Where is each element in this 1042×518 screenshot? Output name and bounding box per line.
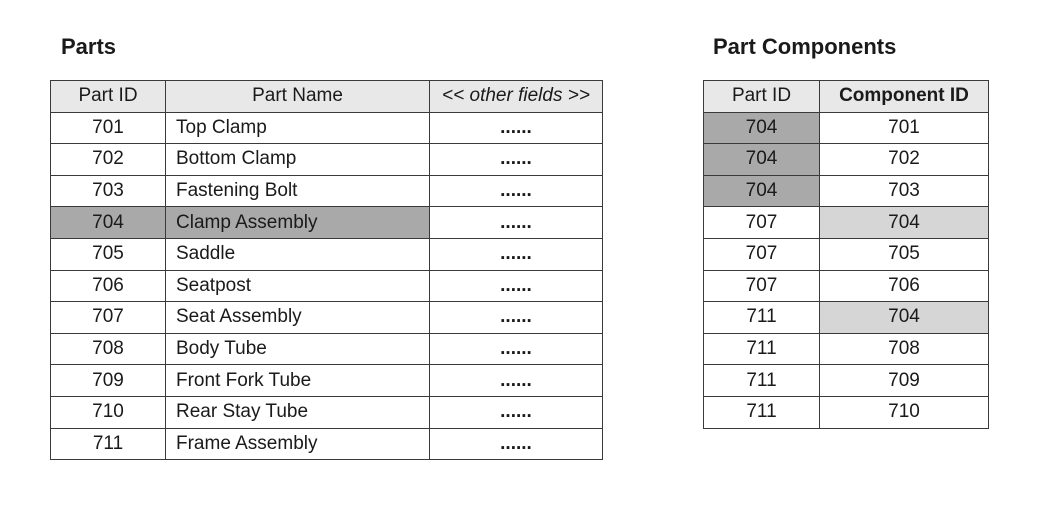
- part-id-cell: 711: [51, 428, 166, 460]
- part-name-cell: Body Tube: [166, 333, 430, 365]
- components-row: [704, 365, 989, 397]
- component-part-id-cell: 707: [704, 207, 820, 239]
- parts-row: [51, 365, 603, 397]
- part-id-cell: 707: [51, 302, 166, 334]
- parts-header-row: [51, 81, 603, 113]
- components-row: [704, 270, 989, 302]
- component-id-cell: 709: [820, 365, 989, 397]
- component-id-cell: 706: [820, 270, 989, 302]
- part-id-cell: 708: [51, 333, 166, 365]
- components-header-part-id: Part ID: [704, 81, 820, 113]
- components-table-body: [704, 112, 989, 428]
- component-part-id-cell: 711: [704, 365, 820, 397]
- part-id-cell: 710: [51, 396, 166, 428]
- component-id-cell: 704: [820, 302, 989, 334]
- parts-row: [51, 238, 603, 270]
- components-row: [704, 112, 989, 144]
- components-row: [704, 333, 989, 365]
- components-row: [704, 207, 989, 239]
- part-name-cell: Bottom Clamp: [166, 144, 430, 176]
- components-header-component-id: Component ID: [820, 81, 989, 113]
- component-part-id-cell: 707: [704, 270, 820, 302]
- parts-row: [51, 112, 603, 144]
- other-fields-cell: ......: [430, 365, 603, 397]
- part-components-table: [703, 80, 989, 429]
- part-id-cell: 706: [51, 270, 166, 302]
- component-part-id-cell: 704: [704, 175, 820, 207]
- part-name-cell: Fastening Bolt: [166, 175, 430, 207]
- part-id-cell: 703: [51, 175, 166, 207]
- component-id-cell: 708: [820, 333, 989, 365]
- parts-row: [51, 144, 603, 176]
- component-id-cell: 705: [820, 238, 989, 270]
- part-name-cell: Frame Assembly: [166, 428, 430, 460]
- part-name-cell: Front Fork Tube: [166, 365, 430, 397]
- part-id-cell: 702: [51, 144, 166, 176]
- parts-header-part-name: Part Name: [166, 81, 430, 113]
- component-part-id-cell: 711: [704, 333, 820, 365]
- parts-row: [51, 396, 603, 428]
- part-name-cell: Rear Stay Tube: [166, 396, 430, 428]
- component-part-id-cell: 707: [704, 238, 820, 270]
- other-fields-cell: ......: [430, 428, 603, 460]
- part-name-cell: Top Clamp: [166, 112, 430, 144]
- part-name-cell: Clamp Assembly: [166, 207, 430, 239]
- parts-row: [51, 207, 603, 239]
- component-part-id-cell: 711: [704, 302, 820, 334]
- part-id-cell: 704: [51, 207, 166, 239]
- component-id-cell: 704: [820, 207, 989, 239]
- components-row: [704, 302, 989, 334]
- part-id-cell: 709: [51, 365, 166, 397]
- part-id-cell: 701: [51, 112, 166, 144]
- parts-row: [51, 175, 603, 207]
- other-fields-cell: ......: [430, 112, 603, 144]
- component-part-id-cell: 711: [704, 396, 820, 428]
- part-name-cell: Seatpost: [166, 270, 430, 302]
- component-part-id-cell: 704: [704, 144, 820, 176]
- part-id-cell: 705: [51, 238, 166, 270]
- parts-header-other-fields: << other fields >>: [430, 81, 603, 113]
- components-row: [704, 238, 989, 270]
- part-name-cell: Seat Assembly: [166, 302, 430, 334]
- component-id-cell: 701: [820, 112, 989, 144]
- other-fields-cell: ......: [430, 333, 603, 365]
- other-fields-cell: ......: [430, 396, 603, 428]
- components-row: [704, 175, 989, 207]
- parts-table: [50, 80, 603, 460]
- parts-row: [51, 302, 603, 334]
- parts-title: Parts: [61, 34, 117, 59]
- component-part-id-cell: 704: [704, 112, 820, 144]
- other-fields-cell: ......: [430, 302, 603, 334]
- other-fields-cell: ......: [430, 175, 603, 207]
- components-row: [704, 396, 989, 428]
- parts-row: [51, 428, 603, 460]
- components-header-row: [704, 81, 989, 113]
- component-id-cell: 710: [820, 396, 989, 428]
- components-row: [704, 144, 989, 176]
- part-components-title: Part Components: [713, 34, 897, 59]
- other-fields-cell: ......: [430, 270, 603, 302]
- part-name-cell: Saddle: [166, 238, 430, 270]
- component-id-cell: 703: [820, 175, 989, 207]
- component-id-cell: 702: [820, 144, 989, 176]
- parts-table-body: [51, 112, 603, 460]
- parts-row: [51, 270, 603, 302]
- other-fields-cell: ......: [430, 207, 603, 239]
- parts-header-part-id: Part ID: [51, 81, 166, 113]
- other-fields-cell: ......: [430, 238, 603, 270]
- parts-row: [51, 333, 603, 365]
- other-fields-cell: ......: [430, 144, 603, 176]
